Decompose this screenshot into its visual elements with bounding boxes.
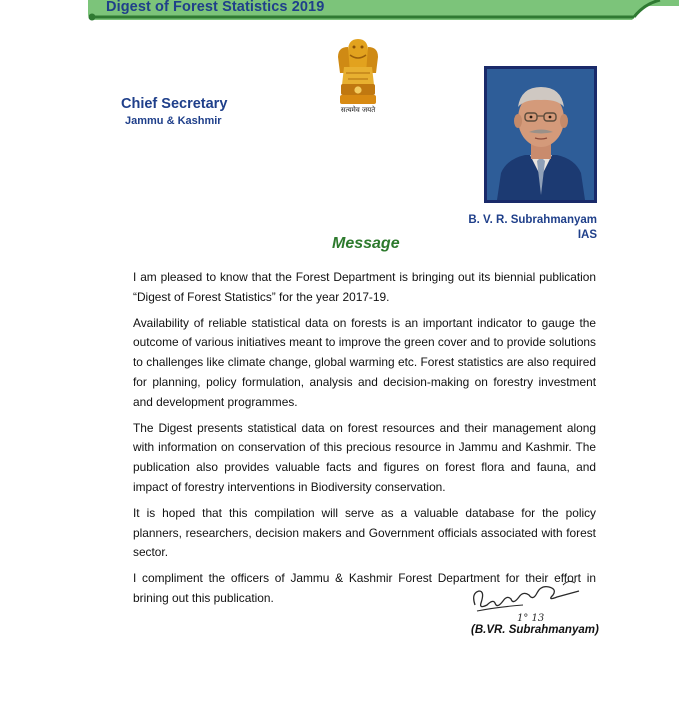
message-heading: Message [332, 235, 400, 252]
official-service: IAS [577, 229, 597, 241]
signatory-name: (B.VR. Subrahmanyam) [471, 624, 599, 636]
message-paragraph: I am pleased to know that the Forest Department is bringing out its biennial publication “Digest of Forest Statistics” for the year 2017-19. [133, 270, 596, 304]
official-region: Jammu & Kashmir [125, 115, 222, 127]
emblem-motto: सत्यमेव जयते [340, 106, 376, 114]
message-paragraph: Availability of reliable statistical data on forests is an important indicator to gauge the outcome of various initiatives meant to improve the green cover and to provide solutions to challenges like climate change, global warming etc. Forest statistics are also required for planning, policy formulation, analysis and decision-making on forestry investment and development programmes. [133, 315, 596, 409]
header-banner [0, 0, 679, 24]
official-title: Chief Secretary [121, 96, 228, 112]
message-body [133, 268, 596, 615]
portrait-photo [484, 66, 597, 203]
official-name: B. V. R. Subrahmanyam [468, 214, 597, 226]
handwritten-signature-icon [467, 575, 607, 623]
publication-title: Digest of Forest Statistics 2019 [106, 0, 325, 15]
message-paragraph: I compliment the officers of Jammu & Kashmir Forest Department for their effort in brining out this publication. [133, 571, 596, 605]
signature-date-mark: 1° 13 [517, 613, 545, 623]
person-portrait-icon [487, 69, 594, 200]
message-paragraph: It is hoped that this compilation will serve as a valuable database for the policy planners, researchers, decision makers and Government officials associated with forest sector. [133, 505, 596, 560]
message-paragraph: The Digest presents statistical data on forest resources and their management along with information on conservation of this precious resource in Jammu and Kashmir. The publication also provides valuable facts and figures on forest flora and fauna, and impact of forestry interventions in Biodiversity conservation. [133, 420, 596, 494]
official-name-block [468, 213, 597, 243]
